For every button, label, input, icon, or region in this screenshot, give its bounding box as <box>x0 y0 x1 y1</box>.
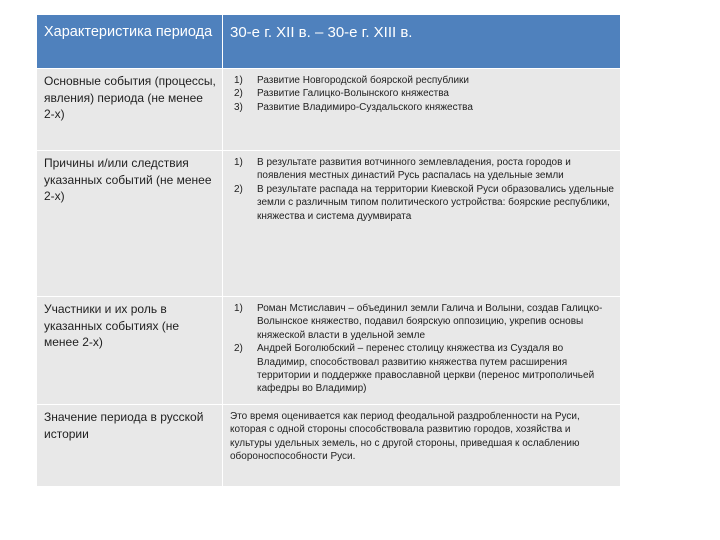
list-number: 1) <box>234 157 243 168</box>
list-item <box>230 183 614 223</box>
list-item <box>230 87 614 100</box>
list-text: Андрей Боголюбский – перенес столицу княжества из Суздаля во Владимир, способствовал развитию княжества путем расширения территории и поддержке православной церкви (перенос митрополичьей кафедры во Владимир) <box>257 343 595 395</box>
list-item <box>230 342 614 396</box>
causes-list <box>230 156 614 223</box>
events-list <box>230 74 614 114</box>
significance-text: Это время оценивается как период феодальной раздробленности на Руси, которая с одной стороны способствовала развитию городов, хозяйства и культуры удельных земель, но с другой стороны, приведшая к ослаблению обороноспособности Руси. <box>230 411 580 463</box>
row-label-participants: Участники и их роль в указанных событиях (не менее 2-х) <box>37 297 223 405</box>
header-period: 30-е г. XII в. – 30-е г. XIII в. <box>223 15 621 69</box>
table-row-participants <box>37 297 621 405</box>
list-number: 1) <box>234 303 243 314</box>
list-text: Развитие Новгородской боярской республики <box>257 75 470 86</box>
list-number: 1) <box>234 75 243 86</box>
list-item <box>230 156 614 183</box>
list-number: 2) <box>234 343 243 355</box>
list-item <box>230 101 614 114</box>
row-content-participants <box>223 297 621 405</box>
row-content-significance <box>223 405 621 487</box>
list-text: В результате распада на территории Киевской Руси образовались удельные земли с различным типом политического устройства: боярские республики, княжества и система дуумвирата <box>257 183 614 222</box>
list-text: Роман Мстиславич – объединил земли Галича и Волыни, создав Галицко-Волынское княжество, подавил боярскую оппозицию, укрепив основы княжеской власти в удельной земле <box>257 303 603 341</box>
history-table <box>36 14 621 487</box>
row-label-significance: Значение периода в русской истории <box>37 405 223 487</box>
table-row-significance <box>37 405 621 487</box>
row-label-events: Основные события (процессы, явления) периода (не менее 2-х) <box>37 69 223 151</box>
list-item <box>230 74 614 87</box>
list-text: В результате развития вотчинного землевладения, роста городов и появления местных династий Русь распалась на удельные земли <box>257 157 571 182</box>
list-number: 2) <box>234 88 243 100</box>
row-content-causes <box>223 151 621 297</box>
list-text: Развитие Владимиро-Суздальского княжества <box>257 101 473 113</box>
list-number: 2) <box>234 183 243 195</box>
row-label-causes: Причины и/или следствия указанных событий (не менее 2-х) <box>37 151 223 297</box>
header-characteristic: Характеристика периода <box>37 15 223 69</box>
row-content-events <box>223 69 621 151</box>
table-row-causes <box>37 151 621 297</box>
table-row-events <box>37 69 621 151</box>
list-number: 3) <box>234 101 243 113</box>
table-header-row <box>37 15 621 69</box>
participants-list <box>230 302 614 396</box>
list-text: Развитие Галицко-Волынского княжества <box>257 88 449 100</box>
list-item <box>230 302 614 342</box>
